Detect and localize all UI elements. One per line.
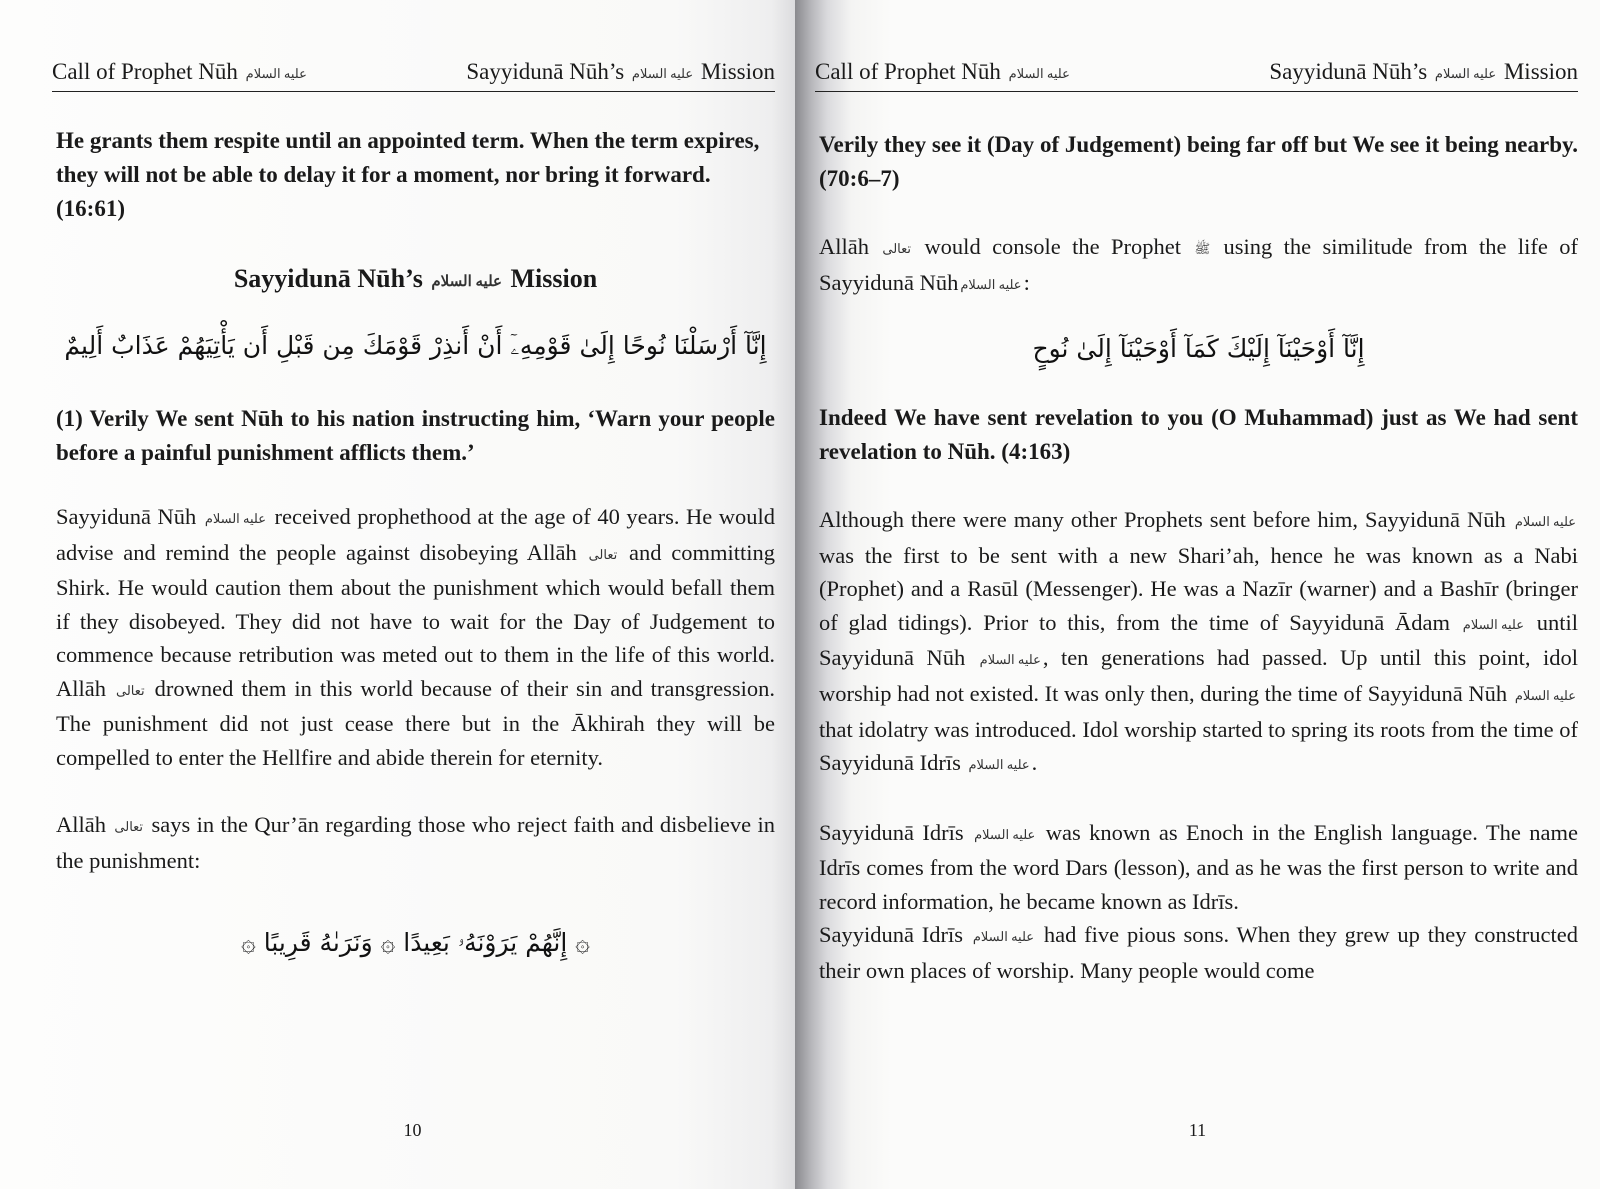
honorific-glyph: عليه السلام <box>1434 65 1497 81</box>
honorific-glyph: عليه السلام <box>204 511 266 527</box>
arabic-verse-70-6: ۞ إِنَّهُمْ يَرَوْنَهُۥ بَعِيدًا ۞ وَنَرَىٰهُ قَرِيبًا ۞ <box>241 928 590 958</box>
paragraph-shariah: Although there were many other Prophets sent before him, Sayyidunā Nūh عليه السلام was the first to be sent with a new Shari’ah, hence he was known as a Nabi (Prophet) and a Rasūl (Messenger). He was a Nazīr (warner) and a Bashīr (bringer of glad tidings). Prior to this, from the time of Sayyidunā Ādam عليه السلام until Sayyidunā Nūh عليه السلام, ten generations had passed. Up until this point, idol worship had not existed. It was only then, during the time of Sayyidunā Nūh عليه السلام that idolatry was introduced. Idol worship started to spring its roots from the time of Sayyidunā Idrīs عليه السلام. <box>819 503 1578 781</box>
honorific-glyph: عليه السلام <box>431 273 502 290</box>
honorific-glyph: عليه السلام <box>1514 514 1577 530</box>
header-book-title: Call of Prophet Nūh عليه السلام <box>815 59 1070 84</box>
honorific-glyph: عليه السلام <box>979 652 1041 668</box>
honorific-glyph: عليه السلام <box>974 826 1036 842</box>
honorific-glyph: تعالى <box>116 682 145 698</box>
honorific-glyph: تعالى <box>882 241 912 257</box>
honorific-glyph: عليه السلام <box>972 929 1035 945</box>
honorific-glyph: عليه السلام <box>631 65 694 81</box>
running-header <box>815 48 1578 92</box>
page-number: 11 <box>1188 1120 1207 1140</box>
honorific-glyph: عليه السلام <box>960 276 1022 292</box>
paragraph-idris-enoch: Sayyidunā Idrīs عليه السلام was known as Enoch in the English language. The name Idrīs comes from the word Dars (lesson), and as he was the first person to write and record information, he became known as Idrīs. <box>819 819 1578 914</box>
quote-70-6-7: Verily they see it (Day of Judgement) being far off but We see it being nearby. (70:6–7) <box>819 132 1578 191</box>
quote-71-1: (1) Verily We sent Nūh to his nation instructing him, ‘Warn your people before a painful punishment afflicts them.’ <box>56 406 775 465</box>
paragraph-prophethood: Sayyidunā Nūh عليه السلام received prophethood at the age of 40 years. He would advise and remind the people against disobeying Allāh تعالى and committing Shirk. He would caution them about the punishment which would befall them if they disobeyed. They did not have to wait for the Day of Judgement to commence because retribution was meted out to them in the life of this world. Allāh تعالى drowned them in this world because of their sin and transgression. The punishment did not just cease there but in the Ākhirah they will be compelled to enter the Hellfire and abide therein for eternity. <box>56 504 776 770</box>
paragraph-quran-intro: Allāh تعالى says in the Qur’ān regarding those who reject faith and disbelieve in the punishment: <box>56 812 776 873</box>
left-page <box>0 0 795 1189</box>
quote-4-163: Indeed We have sent revelation to you (O Muhammad) just as We had sent revelation to Nūh. (4:163) <box>819 405 1578 465</box>
honorific-glyph: عليه السلام <box>968 757 1030 773</box>
honorific-glyph: عليه السلام <box>1462 616 1524 632</box>
honorific-glyph: تعالى <box>588 546 618 562</box>
arabic-verse-4-163: إِنَّآ أَوْحَيْنَآ إِلَيْكَ كَمَآ أَوْحَيْنَآ إِلَىٰ نُوحٍ <box>1032 334 1365 364</box>
quote-16-61: He grants them respite until an appointed term. When the term expires, they will not be able to delay it for a moment, nor bring it forward. (16:61) <box>56 128 760 221</box>
honorific-glyph: تعالى <box>114 819 144 835</box>
running-header <box>52 48 775 92</box>
page-number: 10 <box>403 1120 422 1140</box>
arabic-verse-71-1: إِنَّآ أَرْسَلْنَا نُوحًا إِلَىٰ قَوْمِهِۦٓ أَنْ أَنذِرْ قَوْمَكَ مِن قَبْلِ أَن يَأْتِيَهُمْ عَذَابٌ أَلِيمٌ <box>64 331 767 360</box>
right-text-column <box>819 128 1578 987</box>
honorific-glyph: ﷺ <box>1194 241 1211 257</box>
right-page <box>795 0 1600 1189</box>
honorific-glyph: عليه السلام <box>245 65 307 81</box>
section-title: Sayyidunā Nūh’s عليه السلام Mission <box>233 264 598 293</box>
paragraph-console: Allāh تعالى would console the Prophet ﷺ using the similitude from the life of Sayyidunā Nūh عليه السلام: <box>819 230 1578 301</box>
header-chapter-title: Sayyidunā Nūh’s عليه السلام Mission <box>1269 59 1578 84</box>
header-book-title: Call of Prophet Nūh عليه السلام <box>52 59 307 84</box>
paragraph-idris-sons: Sayyidunā Idrīs عليه السلام had five pious sons. When they grew up they constructed their own places of worship. Many people would come <box>819 922 1579 983</box>
left-text-column <box>56 124 775 965</box>
honorific-glyph: عليه السلام <box>1008 65 1070 81</box>
header-chapter-title: Sayyidunā Nūh’s عليه السلام Mission <box>466 59 775 84</box>
honorific-glyph: عليه السلام <box>1514 688 1576 704</box>
